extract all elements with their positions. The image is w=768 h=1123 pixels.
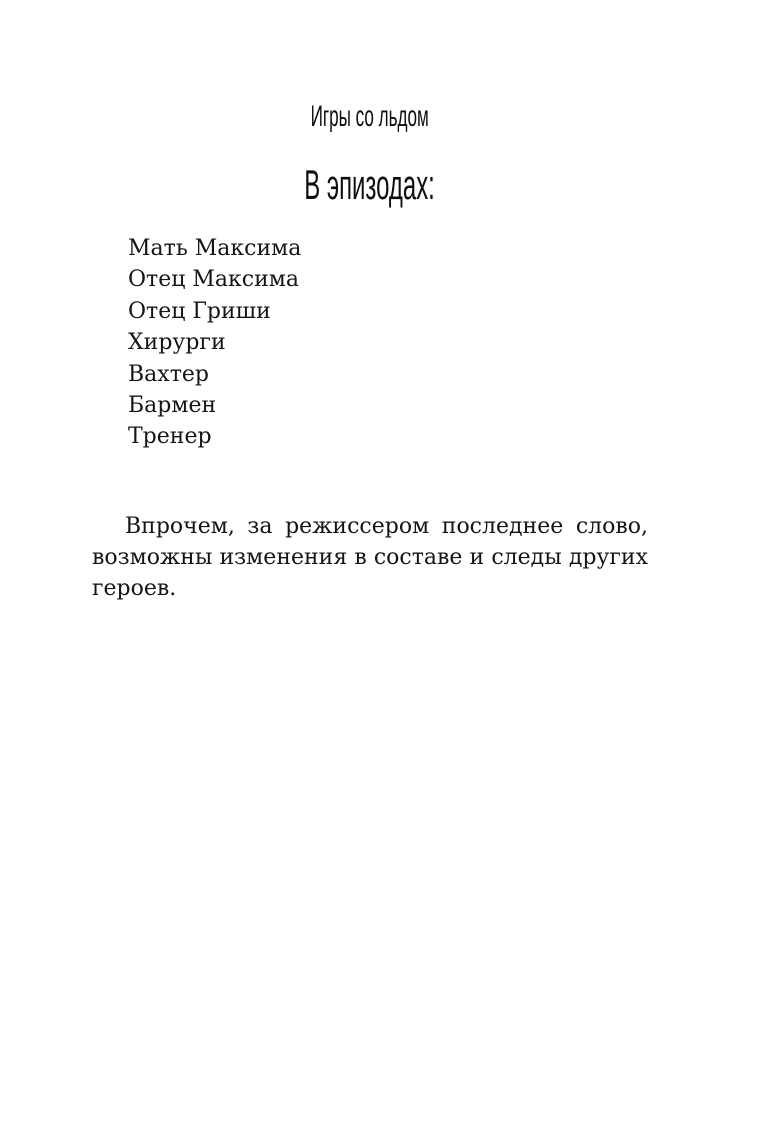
episode-item: Отец Максима xyxy=(128,267,299,293)
running-head-text: Игры со льдом xyxy=(310,100,430,133)
episode-item: Бармен xyxy=(128,393,217,419)
section-heading-text: В эпизодах: xyxy=(304,161,436,208)
episode-item: Мать Максима xyxy=(128,236,302,261)
running-head xyxy=(92,102,648,132)
episode-list xyxy=(128,233,301,453)
episode-item: Тренер xyxy=(128,424,212,450)
episode-item: Хирурги xyxy=(128,330,226,356)
note-paragraph: Впрочем, за режиссером последнее слово, возможны изменения в составе и следы других героев. xyxy=(92,514,648,601)
episode-item: Отец Гриши xyxy=(128,298,271,324)
episode-item: Вахтер xyxy=(128,361,209,387)
section-heading xyxy=(92,161,648,208)
